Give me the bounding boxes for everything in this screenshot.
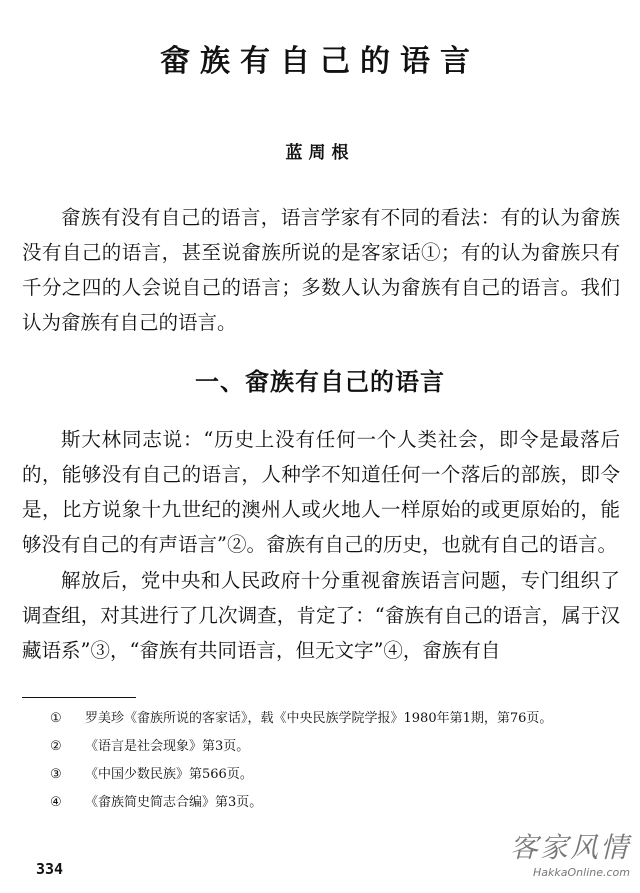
footnote-text: 《语言是社会现象》第3页。 — [85, 739, 250, 754]
body-paragraph: 解放后，党中央和人民政府十分重视畲族语言问题，专门组织了调查组，对其进行了几次调查，肯定了：“畲族有自己的语言，属于汉藏语系”③，“畲族有共同语言，但无文字”④，畲族有自 — [22, 569, 620, 662]
body-paragraph: 斯大林同志说：“历史上没有任何一个人类社会，即令是最落后的，能够没有自己的语言，人种学不知道任何一个落后的部族，即令是，比方说象十九世纪的澳州人或火地人一样原始的或更原始的，能够没有自己的有声语言”②。畲族有自己的历史，也就有自己的语言。 — [22, 428, 620, 556]
footnote-number: ② — [50, 739, 62, 754]
footnote-item — [50, 708, 620, 730]
section-heading: 一、畲族有自己的语言 — [195, 368, 445, 396]
footnote-text: 《中国少数民族》第566页。 — [85, 767, 253, 782]
intro-paragraph: 畲族有没有自己的语言，语言学家有不同的看法：有的认为畲族没有自己的语言，甚至说畲族所说的是客家话①；有的认为畲族只有千分之四的人会说自己的语言；多数人认为畲族有自己的语言。我们认为畲族有自己的语言。 — [22, 206, 620, 334]
footnote-list — [50, 708, 620, 820]
footnote-number: ③ — [50, 767, 62, 782]
footnote-divider — [22, 697, 136, 698]
footnote-text: 罗美珍《畲族所说的客家话》，载《中央民族学院学报》1980年第1期，第76页。 — [85, 711, 553, 726]
article-title: 畲族有自己的语言 — [160, 44, 480, 79]
watermark — [510, 826, 630, 879]
footnote-number: ① — [50, 711, 62, 726]
footnote-text: 《畲族简史简志合编》第3页。 — [85, 795, 263, 810]
page-number: 334 — [36, 860, 64, 878]
footnote-item — [50, 792, 620, 814]
footnote-item — [50, 764, 620, 786]
footnote-item — [50, 736, 620, 758]
watermark-url: HakkaOnline.com — [533, 866, 630, 879]
footnote-number: ④ — [50, 795, 62, 810]
watermark-text: 客家风情 — [509, 831, 630, 864]
author-name: 蓝周根 — [285, 143, 355, 163]
